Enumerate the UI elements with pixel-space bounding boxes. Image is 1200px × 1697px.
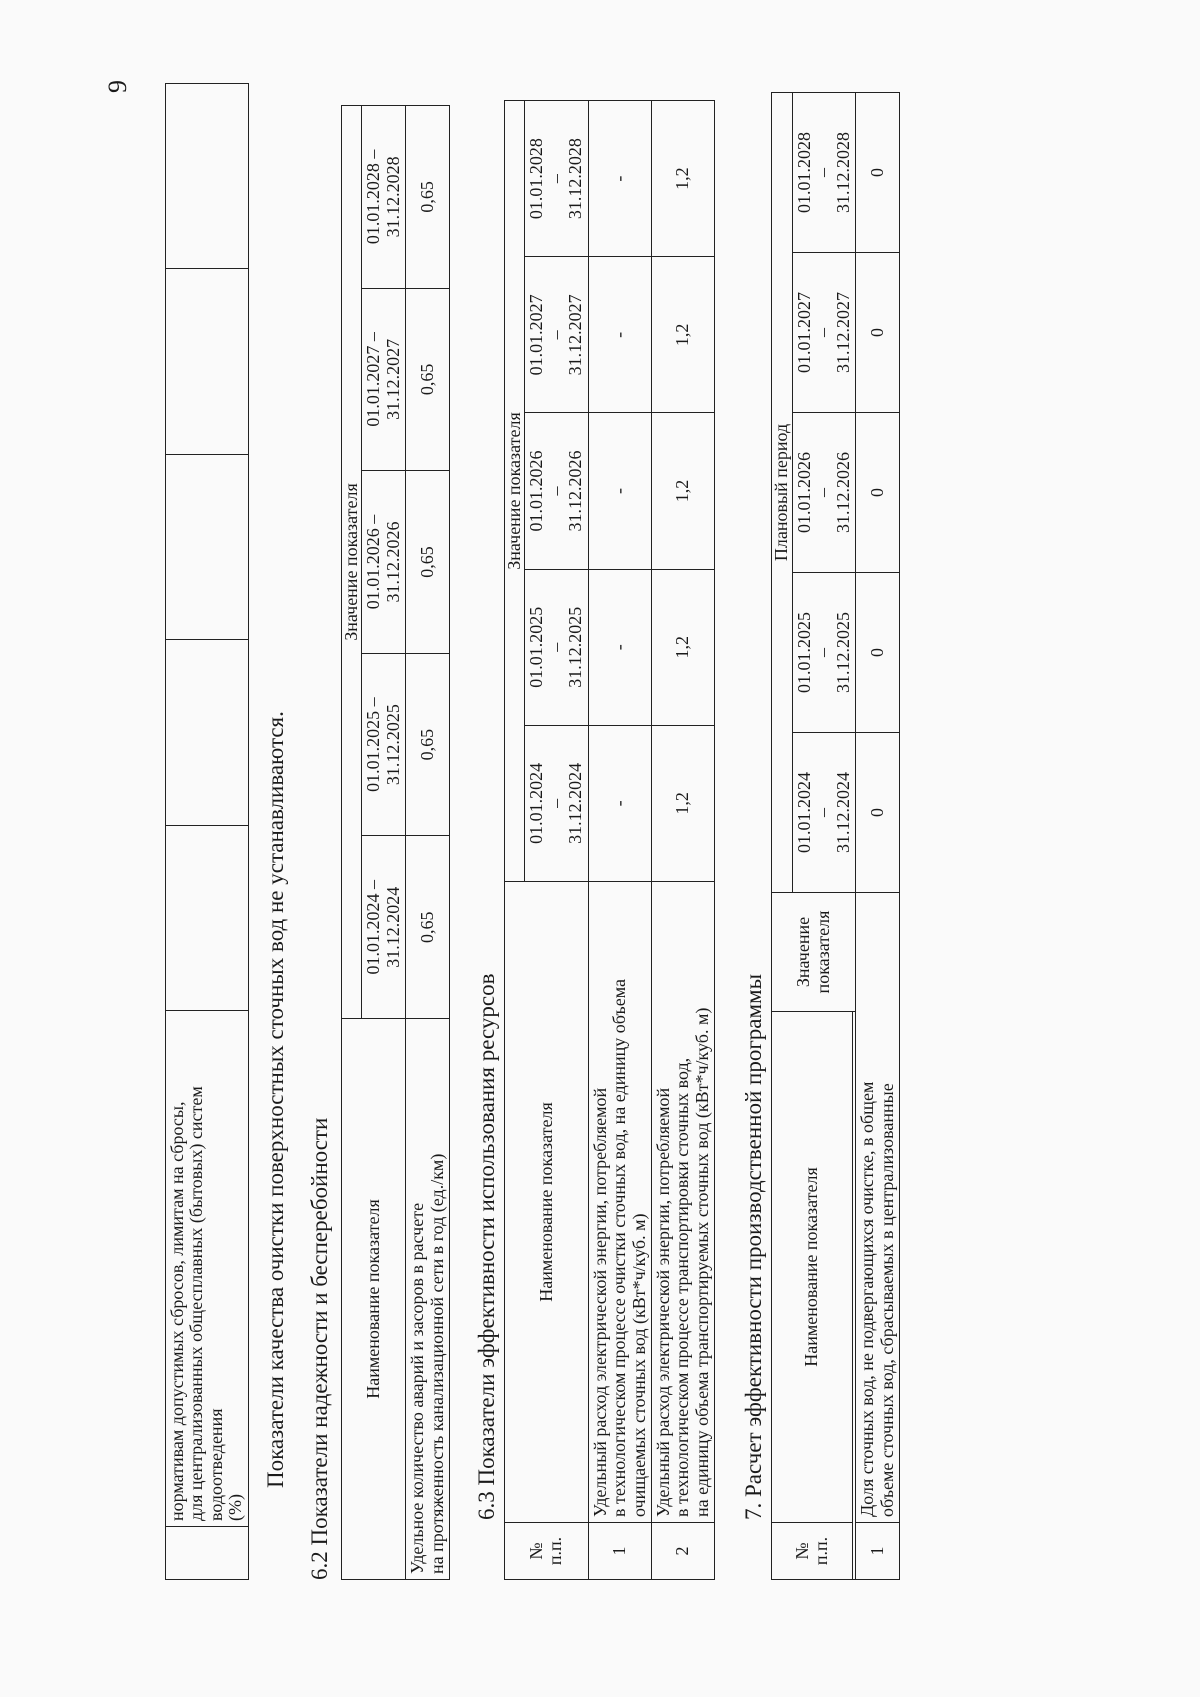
value-col-header: Значение показателя (772, 893, 856, 1012)
value-header: Значение показателя (504, 101, 524, 882)
row-number: 1 (588, 1523, 651, 1580)
column-header: Наименование показателя (504, 882, 588, 1523)
num-header: № п.п. (504, 1523, 588, 1580)
period-end: 31.12.2027 (832, 292, 853, 373)
text-line: в технологическом процессе транспортировки сточных вод, (672, 1057, 693, 1517)
value-cell: 0,65 (406, 471, 450, 654)
planned-period-header: Плановый период (772, 93, 792, 893)
section-7-heading: 7. Расчет эффективности производственной программы (741, 973, 767, 1520)
value-cell: 0,65 (406, 288, 450, 471)
value-cell: 0,65 (406, 836, 450, 1019)
row-number: 1 (856, 1523, 900, 1580)
period-header (525, 725, 588, 881)
period-end: 31.12.2024 (565, 762, 586, 844)
value-cell: - (588, 101, 651, 257)
period-end: 31.12.2025 (565, 606, 586, 688)
period-end: 31.12.2027 (565, 294, 586, 376)
period-header (525, 413, 588, 569)
period-end: 31.12.2026 (565, 450, 586, 532)
period-dash: – (813, 648, 834, 657)
period-start: 01.01.2027 (793, 292, 814, 373)
period-start: 01.01.2027 (526, 294, 547, 376)
value-cell: 0 (856, 93, 900, 253)
period-start: 01.01.2026 (526, 450, 547, 532)
period-start: 01.01.2028 (526, 138, 547, 220)
period-header (525, 257, 588, 413)
table-cell (166, 84, 249, 269)
period-header (525, 569, 588, 725)
column-header: Наименование показателя (341, 1019, 405, 1580)
text-line: Удельный расход электрической энергии, потребляемой (589, 1087, 610, 1517)
page-number: 9 (103, 80, 132, 93)
table-cell (166, 640, 249, 825)
text-line: Доля сточных вод, не подвергающихся очистке, в общем (857, 1081, 878, 1517)
period-dash: – (545, 798, 566, 808)
value-cell: - (588, 569, 651, 725)
column-header: Наименование показателя (772, 1012, 853, 1523)
table-cell (166, 454, 249, 639)
period-header (792, 573, 855, 733)
period-start: 01.01.2024 (526, 762, 547, 844)
indicator-name-cell (856, 893, 900, 1523)
indicator-name-cell (652, 882, 715, 1523)
text-line: на единицу объема транспортируемых сточных вод (кВт*ч/куб. м) (691, 1007, 712, 1517)
period-header: 01.01.2027 – 31.12.2027 (362, 288, 406, 471)
period-dash: – (545, 486, 566, 496)
value-cell: 0,65 (406, 106, 450, 289)
period-dash: – (545, 330, 566, 340)
value-cell: 0,65 (406, 653, 450, 836)
text-line: Удельный расход электрической энергии, потребляемой (653, 1087, 673, 1517)
table-row (772, 93, 792, 1580)
continuation-text-cell (166, 1011, 249, 1527)
period-start: 01.01.2024 (793, 772, 814, 853)
text-line: (%) (225, 1494, 246, 1521)
period-header: 01.01.2028 – 31.12.2028 (362, 106, 406, 289)
indicator-name-cell (588, 882, 651, 1523)
value-cell: 0 (856, 413, 900, 573)
period-header: 01.01.2024 – 31.12.2024 (362, 836, 406, 1019)
value-cell: - (588, 725, 651, 881)
value-cell: 0 (856, 253, 900, 413)
period-header (525, 101, 588, 257)
period-start: 01.01.2025 (526, 606, 547, 688)
period-end: 31.12.2028 (565, 138, 586, 220)
text-line: на протяженность канализационной сети в год (ед./км) (426, 1153, 447, 1574)
table-row (652, 101, 715, 1580)
period-start: 01.01.2028 (793, 132, 814, 213)
table-row (341, 106, 361, 1580)
period-dash: – (813, 488, 834, 497)
value-cell: 1,2 (652, 257, 715, 413)
table-cell (166, 825, 249, 1010)
table-row (588, 101, 651, 1580)
table-row (406, 106, 450, 1580)
period-end: 31.12.2025 (832, 612, 853, 693)
text-line: для централизованных общесплавных (бытовых) систем водоотведения (186, 1086, 226, 1521)
value-cell: 0 (856, 573, 900, 733)
row-number: 2 (652, 1523, 715, 1580)
value-cell: 1,2 (652, 569, 715, 725)
value-cell: 0 (856, 733, 900, 893)
table-cell (166, 1527, 249, 1580)
table-cell (166, 269, 249, 454)
value-cell: - (588, 413, 651, 569)
num-header: № п.п. (772, 1523, 853, 1580)
period-dash: – (545, 642, 566, 652)
surface-water-note: Показатели качества очистки поверхностных сточных вод не устанавливаются. (262, 711, 288, 1488)
continuation-table (165, 83, 249, 1580)
rotated-content (103, 70, 1035, 1580)
period-dash: – (813, 808, 834, 817)
indicator-name-cell (406, 1019, 450, 1580)
period-header (792, 733, 855, 893)
period-dash: – (813, 328, 834, 337)
text-line: в технологическом процессе очистки сточных вод, на единицу объема (609, 979, 630, 1517)
period-start: 01.01.2026 (793, 452, 814, 533)
section-6-2-heading: 6.2 Показатели надежности и бесперебойности (306, 1117, 332, 1580)
period-dash: – (813, 168, 834, 177)
period-dash: – (545, 174, 566, 184)
value-header: Значение показателя (341, 106, 361, 1019)
period-end: 31.12.2028 (832, 132, 853, 213)
value-cell: - (588, 257, 651, 413)
program-efficiency-table (771, 92, 900, 1580)
value-cell: 1,2 (652, 413, 715, 569)
period-header (792, 253, 855, 413)
period-header: 01.01.2026 – 31.12.2026 (362, 471, 406, 654)
period-end: 31.12.2026 (832, 452, 853, 533)
table-row (166, 84, 249, 1580)
section-6-3-heading: 6.3 Показатели эффективности использования ресурсов (473, 973, 499, 1520)
period-header: 01.01.2025 – 31.12.2025 (362, 653, 406, 836)
period-end: 31.12.2024 (832, 772, 853, 853)
period-start: 01.01.2025 (793, 612, 814, 693)
resource-efficiency-table (504, 100, 715, 1580)
text-line: нормативам допустимых сбросов, лимитам на сбросы, (167, 1101, 187, 1521)
period-header (792, 413, 855, 573)
text-line: очищаемых сточных вод (кВт*ч/куб. м) (628, 1213, 649, 1517)
period-header (792, 93, 855, 253)
value-cell: 1,2 (652, 101, 715, 257)
table-row (504, 101, 524, 1580)
text-line: объеме сточных вод, сбрасываемых в централизованные (876, 1083, 897, 1517)
value-cell: 1,2 (652, 725, 715, 881)
text-line: Удельное количество аварий и засоров в расчете (407, 1202, 428, 1574)
table-row (856, 93, 900, 1580)
reliability-table (341, 105, 450, 1580)
